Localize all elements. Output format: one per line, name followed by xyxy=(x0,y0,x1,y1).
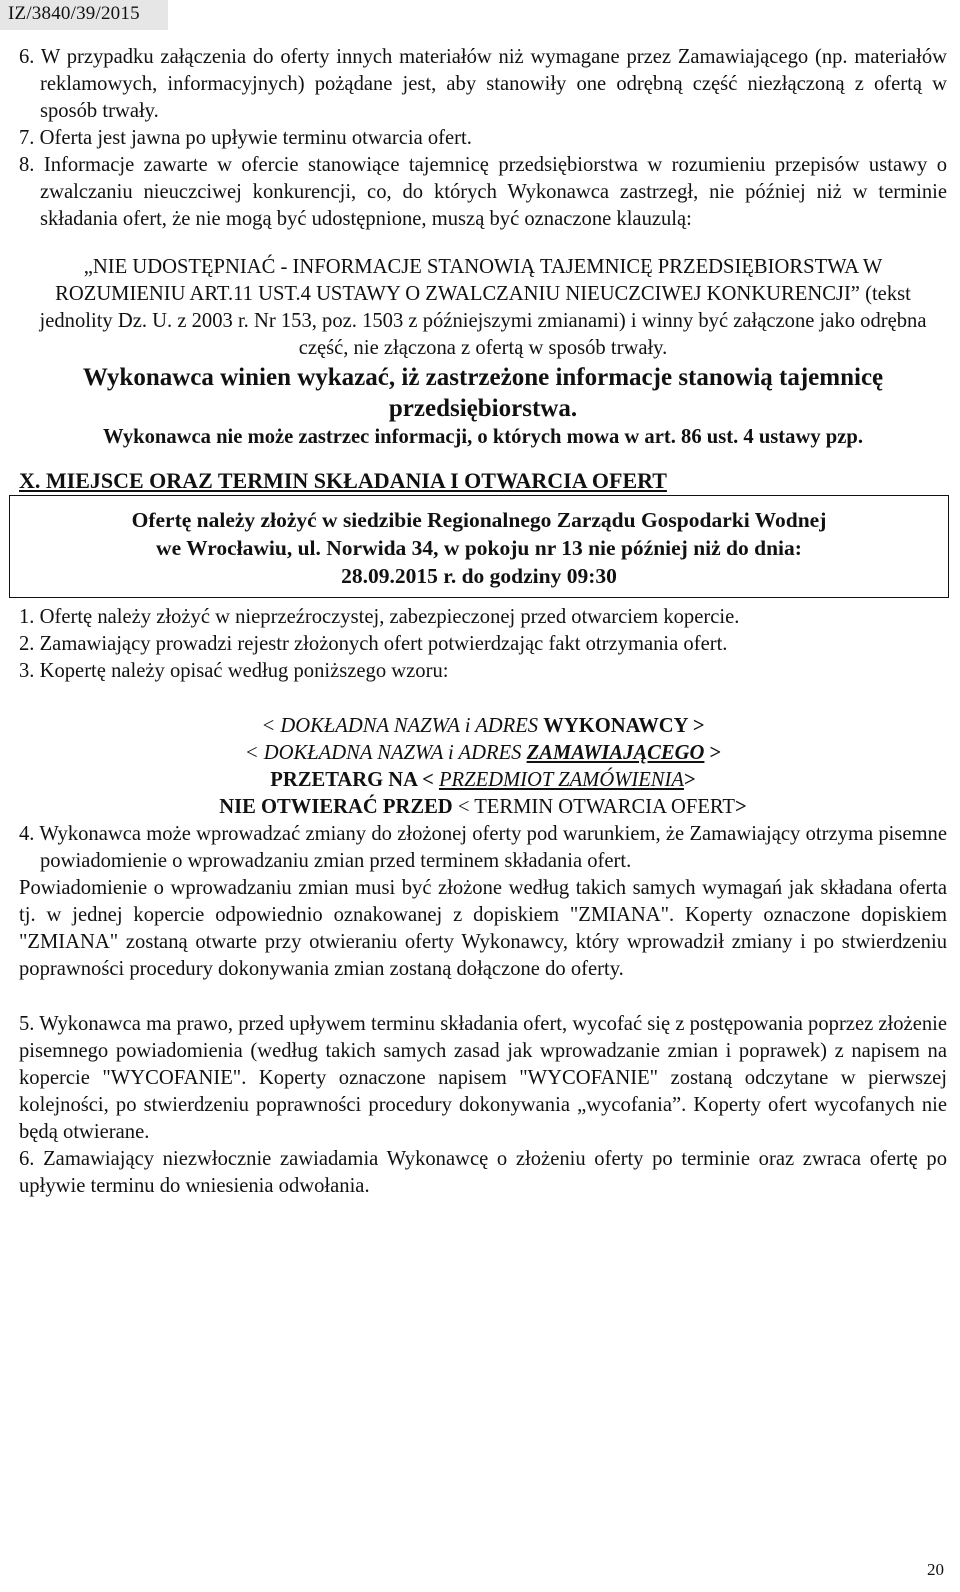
header-reference xyxy=(0,0,168,30)
envelope-line-ordering-party: < DOKŁADNA NAZWA i ADRES ZAMAWIAJĄCEGO > xyxy=(244,742,722,764)
paragraph-5-withdrawal: 5. Wykonawca ma prawo, przed upływem terminu składania ofert, wycofać się z postępowania poprzez złożenie pisemnego powiadomienia (według takich samych zasad jak wprowadzanie zmian i poprawek) z napisem na kopercie "WYCOFANIE". Koperty oznaczone napisem "WYCOFANIE" zostaną odczytane w pierwszej kolejności, po stwierdzeniu poprawności procedury dokonywania „wycofania”. Koperty ofert wycofanych nie będą otwierane. xyxy=(19,1013,947,1143)
paragraph-6-late-offer: 6. Zamawiający niezwłocznie zawiadamia Wykonawcę o złożeniu oferty po terminie oraz zwraca ofertę po upływie terminu do wniesienia odwołania. xyxy=(19,1148,947,1197)
item-3-label: 3. Kopertę należy opisać według poniższego wzoru: xyxy=(19,660,449,682)
document-page xyxy=(19,44,947,1200)
envelope-line-contractor: < DOKŁADNA NAZWA i ADRES WYKONAWCY > xyxy=(261,715,705,737)
cannot-restrict-note: Wykonawca nie może zastrzec informacji, o których mowa w art. 86 ust. 4 ustawy pzp. xyxy=(103,426,863,448)
submission-place-box xyxy=(9,495,949,598)
page-number: 20 xyxy=(927,1560,944,1579)
box-line-1: Ofertę należy złożyć w siedzibie Regionalnego Zarządu Gospodarki Wodnej xyxy=(131,508,827,532)
paragraph-4-notification: Powiadomienie o wprowadzaniu zmian musi być złożone według takich samych wymagań jak składana oferta tj. w jednej kopercie odpowiednio oznakowanej z dopiskiem "ZMIANA". Koperty oznaczone dopiskiem "ZMIANA" zostaną otwarte przy otwieraniu oferty Wykonawcy, który wprowadził zmiany i po stwierdzeniu poprawności procedury dokonywania zmian zostaną dołączone do oferty. xyxy=(19,877,947,980)
spacer xyxy=(19,983,947,1011)
spacer xyxy=(19,685,947,713)
box-line-2: we Wrocławiu, ul. Norwida 34, w pokoju nr 13 nie później niż do dnia: xyxy=(156,536,802,560)
item-2-register: 2. Zamawiający prowadzi rejestr złożonych ofert potwierdzając fakt otrzymania ofert. xyxy=(19,633,728,655)
spacer xyxy=(19,233,947,254)
must-demonstrate-note: Wykonawca winien wykazać, iż zastrzeżone informacje stanowią tajemnicę przedsiębiorstwa. xyxy=(82,364,884,422)
section-x-title: X. MIEJSCE ORAZ TERMIN SKŁADANIA I OTWARCIA OFERT xyxy=(19,468,667,493)
reference-number: IZ/3840/39/2015 xyxy=(8,3,140,24)
item-1-envelope: 1. Ofertę należy złożyć w nieprzeźroczystej, zabezpieczonej przed otwarciem kopercie. xyxy=(19,606,740,628)
envelope-line-do-not-open: NIE OTWIERAĆ PRZED < TERMIN OTWARCIA OFERT> xyxy=(219,796,747,818)
confidentiality-clause: „NIE UDOSTĘPNIAĆ - INFORMACJE STANOWIĄ TAJEMNICĘ PRZEDSIĘBIORSTWA W ROZUMIENIU ART.11 UST.4 USTAWY O ZWALCZANIU NIEUCZCIWEJ KONKURENCJI” (tekst jednolity Dz. U. z 2003 r. Nr 153, poz. 1503 z późniejszymi zmianami) i winny być załączone jako odrębna część, nie złączona z ofertą w sposób trwały. xyxy=(39,256,927,359)
paragraph-4-changes: 4. Wykonawca może wprowadzać zmiany do złożonej oferty pod warunkiem, że Zamawiający otrzyma pisemne powiadomienie o wprowadzaniu zmian przed terminem składania ofert. xyxy=(19,823,947,872)
paragraph-7-public: 7. Oferta jest jawna po upływie terminu otwarcia ofert. xyxy=(19,127,472,149)
envelope-line-tender: PRZETARG NA < PRZEDMIOT ZAMÓWIENIA> xyxy=(270,769,696,791)
box-line-3: 28.09.2015 r. do godziny 09:30 xyxy=(341,564,617,588)
paragraph-8-confidential: 8. Informacje zawarte w ofercie stanowiące tajemnicę przedsiębiorstwa w rozumieniu przepisów ustawy o zwalczaniu nieuczciwej konkurencji, co, do których Wykonawca zastrzegł, nie później niż w terminie składania ofert, że nie mogą być udostępnione, muszą być oznaczone klauzulą: xyxy=(19,154,947,230)
paragraph-6-materials: 6. W przypadku załączenia do oferty innych materiałów niż wymagane przez Zamawiającego (np. materiałów reklamowych, informacyjnych) pożądane jest, aby stanowiły one odrębną część niezłączoną z ofertą w sposób trwały. xyxy=(19,46,947,122)
